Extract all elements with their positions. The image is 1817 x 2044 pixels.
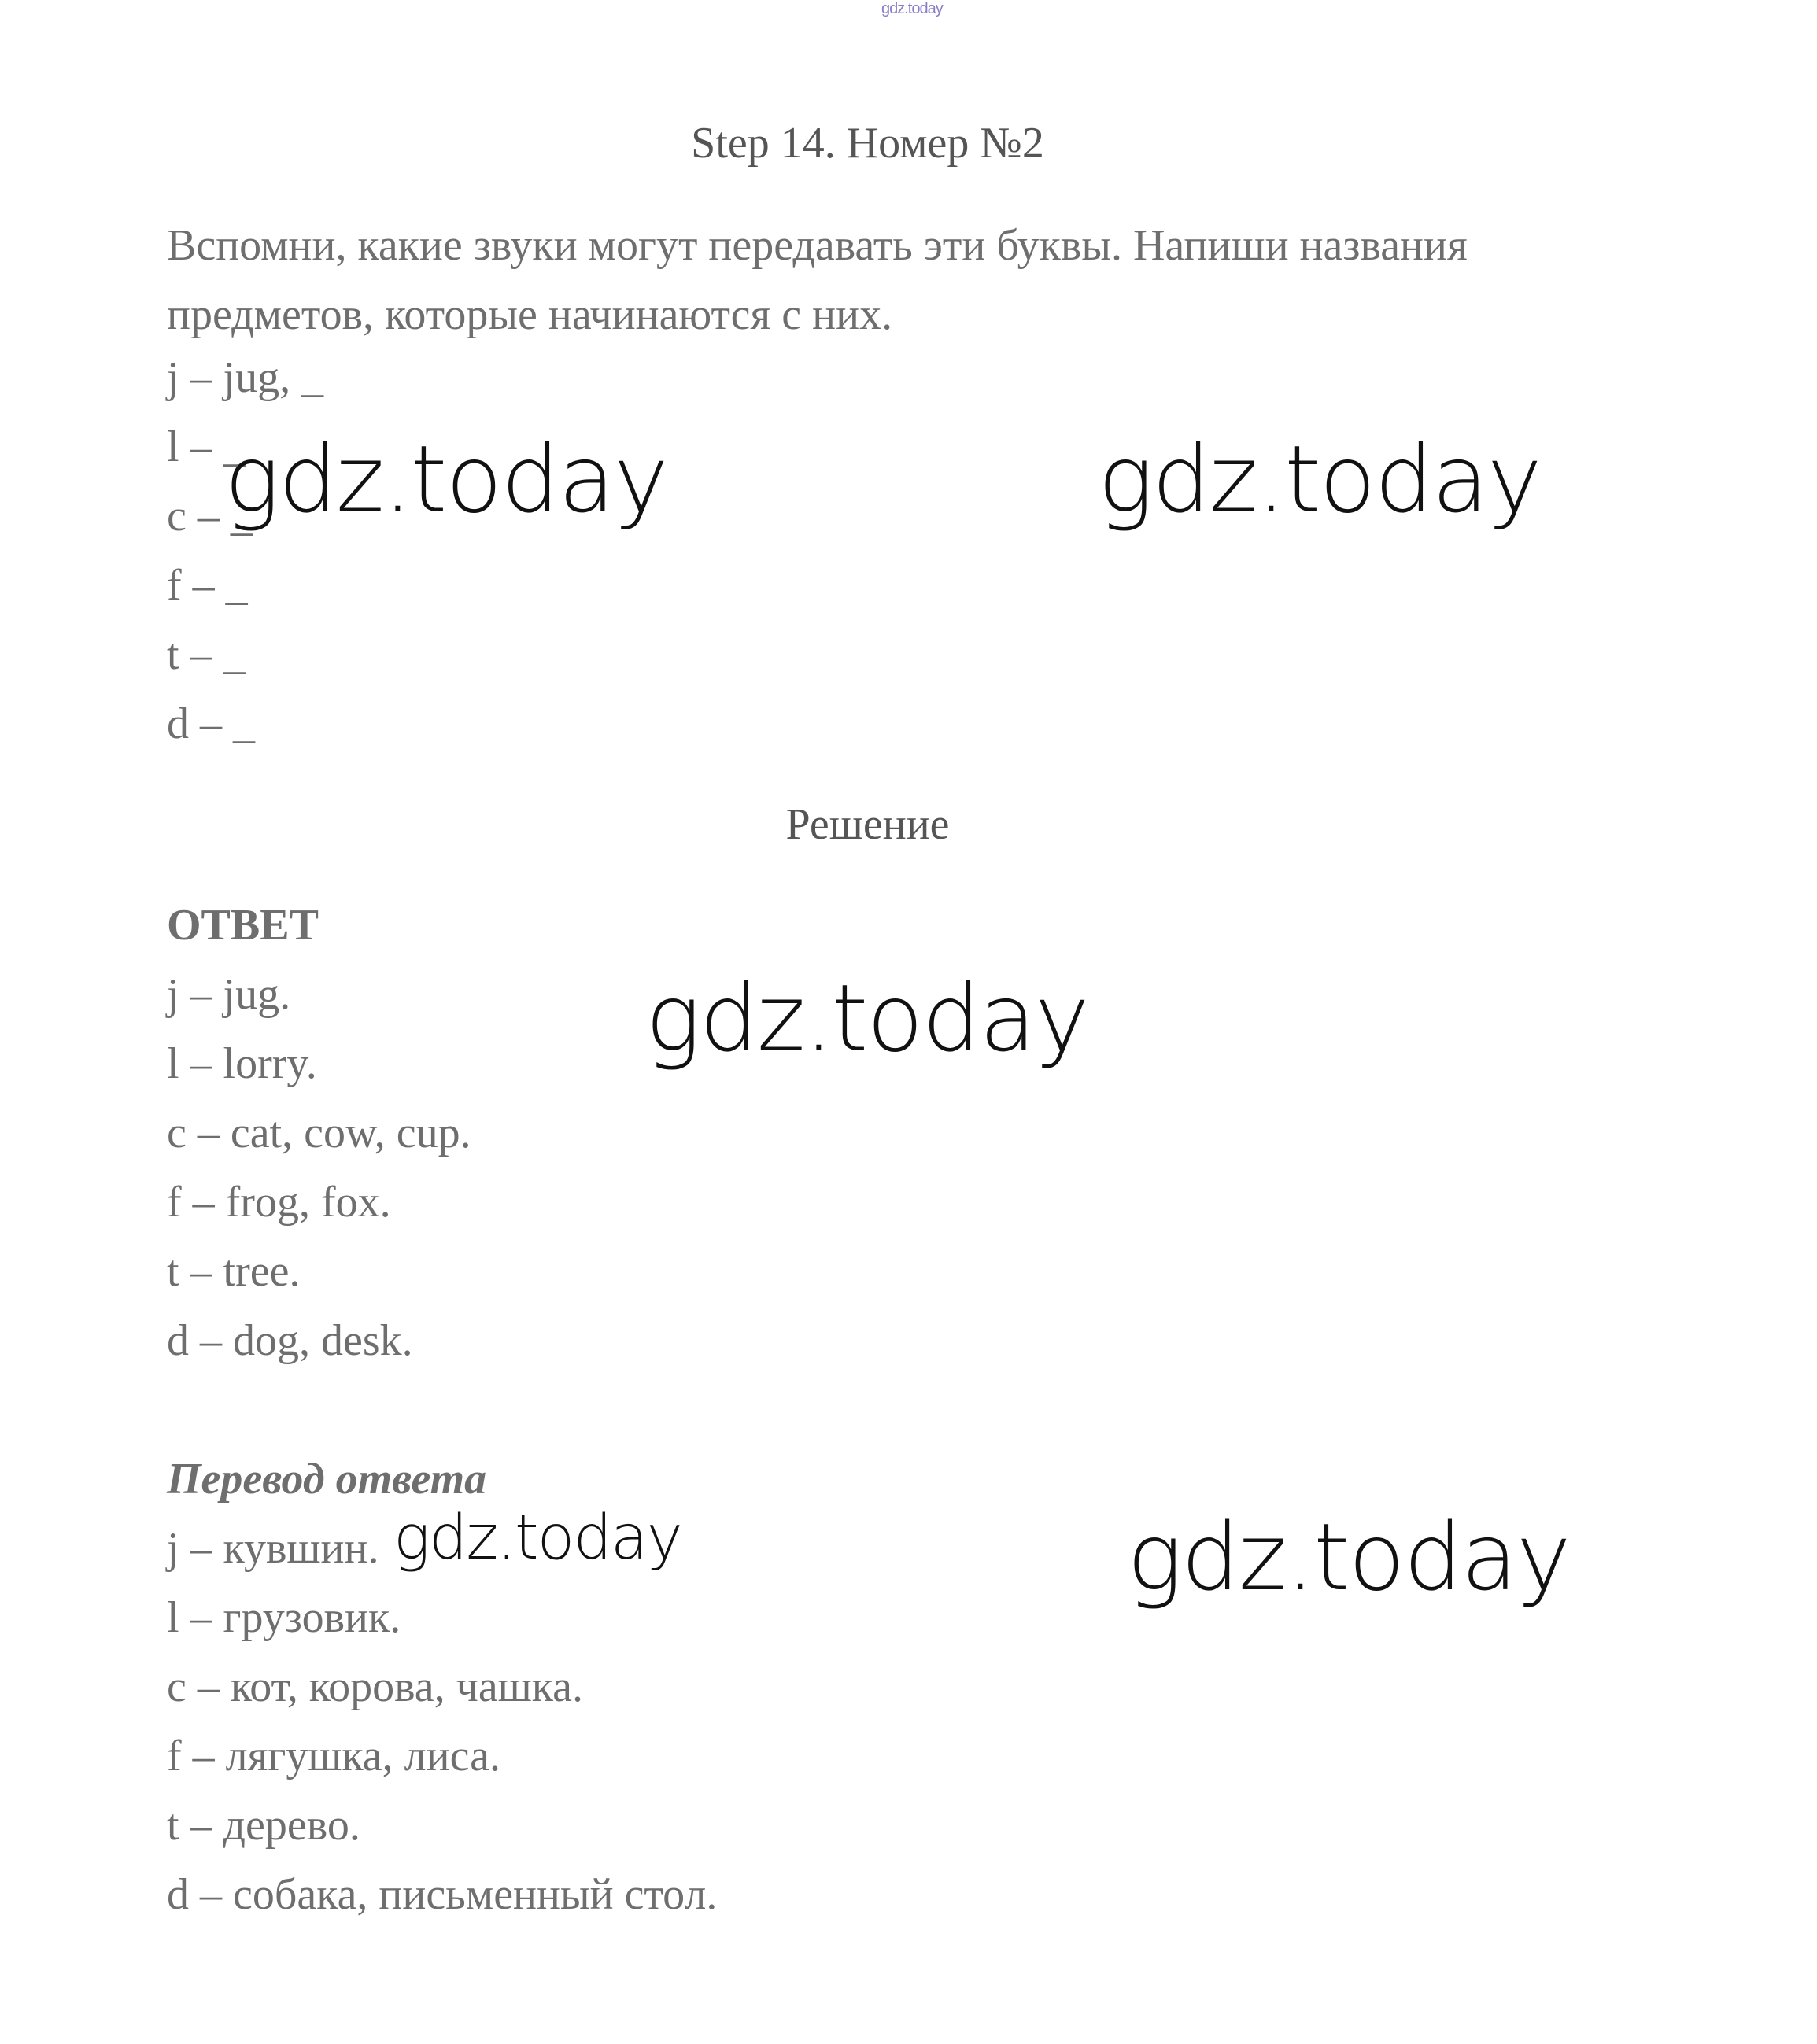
- watermark: gdz.today: [224, 425, 667, 533]
- task-line: d – _: [167, 699, 255, 748]
- translation-heading: Перевод ответа: [167, 1455, 487, 1503]
- task-line: t – _: [167, 630, 246, 679]
- watermark: gdz.today: [393, 1503, 681, 1574]
- answer-line: c – cat, cow, cup.: [167, 1109, 471, 1157]
- task-line: f – _: [167, 561, 248, 610]
- answer-line: l – lorry.: [167, 1039, 317, 1088]
- translation-line: l – грузовик.: [167, 1593, 401, 1642]
- answer-line: j – jug.: [167, 970, 291, 1019]
- header-watermark: gdz.today: [881, 0, 943, 17]
- translation-line: t – дерево.: [167, 1801, 360, 1850]
- task-line: l – _: [167, 422, 246, 471]
- answer-line: d – dog, desk.: [167, 1316, 413, 1365]
- watermark: gdz.today: [645, 964, 1088, 1072]
- answer-line: f – frog, fox.: [167, 1178, 391, 1227]
- translation-line: c – кот, корова, чашка.: [167, 1662, 584, 1711]
- task-line: c – _: [167, 492, 253, 541]
- instruction-line-2: предметов, которые начинаются с них.: [167, 290, 893, 339]
- instruction-line-1: Вспомни, какие звуки могут передавать эти буквы. Напиши названия: [167, 221, 1468, 270]
- translation-line: f – лягушка, лиса.: [167, 1732, 500, 1780]
- translation-line: d – собака, письменный стол.: [167, 1870, 718, 1919]
- watermark: gdz.today: [1098, 425, 1541, 533]
- answer-line: t – tree.: [167, 1247, 301, 1296]
- watermark: gdz.today: [1127, 1503, 1570, 1611]
- page-title: Step 14. Номер №2: [691, 119, 1044, 168]
- answer-heading: ОТВЕТ: [167, 901, 319, 950]
- translation-line: j – кувшин.: [167, 1524, 379, 1573]
- solution-heading: Решение: [785, 800, 950, 849]
- task-line: j – jug, _: [167, 353, 324, 402]
